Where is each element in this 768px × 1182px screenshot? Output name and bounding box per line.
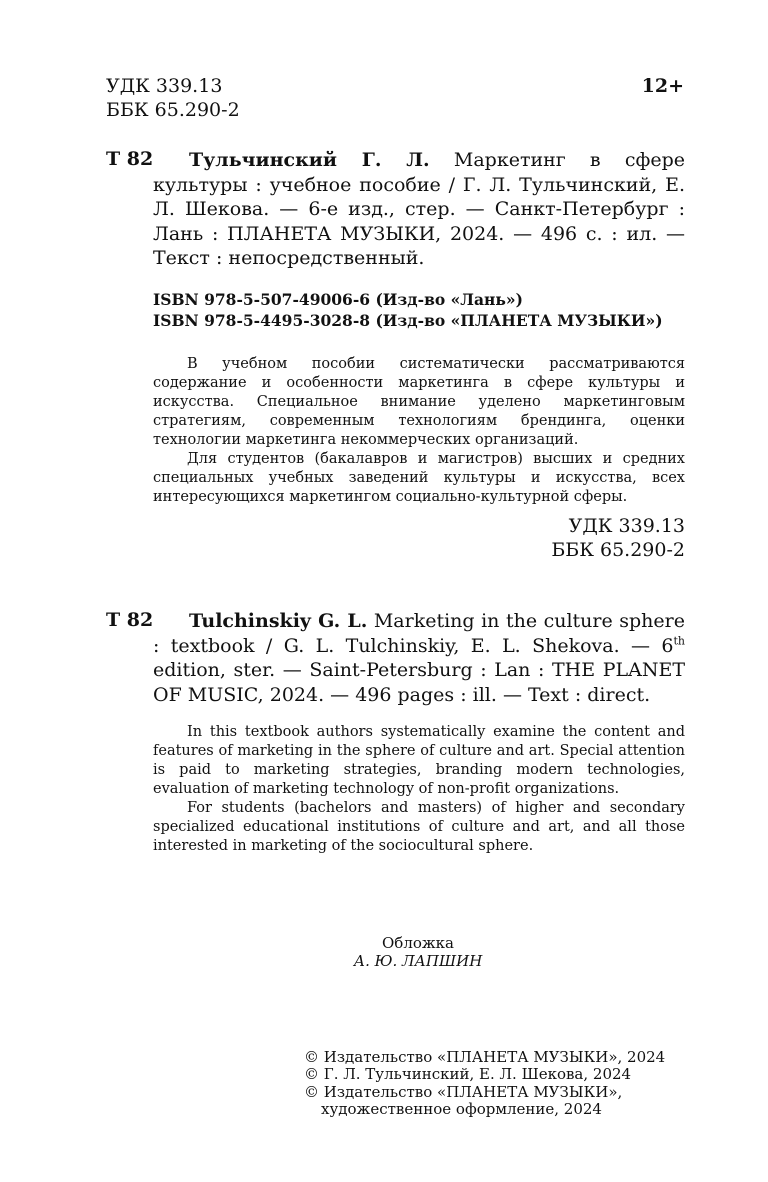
ru-entry-bbk: ББК 65.290-2 xyxy=(551,539,685,561)
en-abstract-paragraph-1: In this textbook authors systematically examine the content and features of marketing in the sphere of culture and art. Special attention is paid to marketing strategies, branding modern technologies, evaluation of marketing technology of non-profit organizations. xyxy=(153,724,685,797)
copyright-line-3: © Издательство «ПЛАНЕТА МУЗЫКИ», xyxy=(304,1083,623,1101)
copyright-line-1: © Издательство «ПЛАНЕТА МУЗЫКИ», 2024 xyxy=(304,1048,666,1066)
en-abstract-paragraph-2: For students (bachelors and masters) of higher and secondary specialized educational institutions of culture and art, and all those interested in marketing of the sociocultural sphere. xyxy=(153,800,685,854)
en-entry-edition-suffix: th xyxy=(673,634,685,648)
ru-entry-description: Маркетинг в сфере культуры : учебное пособие / Г. Л. Тульчинский, Е. Л. Шекова. — 6-е изд., стер. — Санкт-Петербург : Лань : ПЛАНЕТА МУЗЫКИ, 2024. — 496 с. : ил. — Текст : непосредственный. xyxy=(153,149,685,270)
ru-entry-udk: УДК 339.13 xyxy=(568,515,685,537)
ru-abstract-paragraph-2: Для студентов (бакалавров и магистров) высших и средних специальных учебных заведений культуры и искусства, всех интересующихся маркетингом социально-культурной сферы. xyxy=(153,451,685,505)
copyright-line-2: © Г. Л. Тульчинский, Е. Л. Шекова, 2024 xyxy=(304,1065,632,1083)
ru-abstract xyxy=(153,355,685,507)
age-rating: 12+ xyxy=(641,75,684,97)
ru-entry-author: Тульчинский Г. Л. xyxy=(189,149,430,171)
en-entry-description-a: Marketing in the culture sphere : textbook / G. L. Tulchinskiy, E. L. Shekova. — 6 xyxy=(153,610,685,657)
ru-isbn-1: ISBN 978-5-507-49006-6 (Изд-во «Лань») xyxy=(153,290,523,309)
copyright-line-4: художественное оформление, 2024 xyxy=(321,1100,602,1118)
en-entry-description-block xyxy=(153,609,685,707)
ru-entry-code: Т 82 xyxy=(106,148,154,170)
en-entry-code: T 82 xyxy=(106,609,154,631)
ru-isbn-2: ISBN 978-5-4495-3028-8 (Изд-во «ПЛАНЕТА МУЗЫКИ») xyxy=(153,311,663,330)
ru-abstract-paragraph-1: В учебном пособии систематически рассматриваются содержание и особенности маркетинга в сфере культуры и искусства. Специальное внимание уделено маркетинговым стратегиям, современным технологиям брендинга, оценки технологии маркетинга некоммерческих организаций. xyxy=(153,356,685,448)
en-entry-author: Tulchinskiy G. L. xyxy=(189,610,368,632)
en-entry-description-b: edition, ster. — Saint-Petersburg : Lan : THE PLANET OF MUSIC, 2024. — 496 pages : ill. — Text : direct. xyxy=(153,659,685,706)
cover-credit-name: А. Ю. ЛАПШИН xyxy=(353,952,483,970)
header-udk: УДК 339.13 xyxy=(106,75,223,97)
cover-credit-label: Обложка xyxy=(381,934,454,952)
en-abstract xyxy=(153,723,685,856)
ru-entry-description-block xyxy=(153,148,685,271)
header-bbk: ББК 65.290-2 xyxy=(106,99,240,121)
